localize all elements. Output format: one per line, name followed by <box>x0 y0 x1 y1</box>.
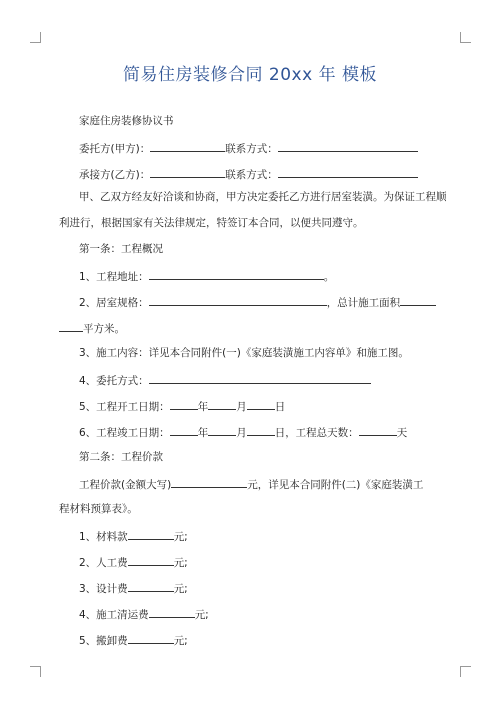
month-label: 月 <box>236 401 247 413</box>
item-2-label: 2、居室规格： <box>79 297 149 309</box>
year-label: 年 <box>197 401 209 413</box>
day-unit: 天 <box>396 427 408 439</box>
price-label: 工程价款(金额大写) <box>79 479 172 491</box>
party-a-blank[interactable] <box>150 140 225 152</box>
end-year-blank[interactable] <box>170 424 198 436</box>
spec-blank[interactable] <box>149 294 327 306</box>
cost-unit: 元; <box>173 635 188 647</box>
total-days-label: ，工程总天数： <box>285 427 359 439</box>
cost-item <box>79 554 439 570</box>
party-b-contact-blank[interactable] <box>278 166 418 178</box>
area-blank-1[interactable] <box>400 294 436 306</box>
commission-blank[interactable] <box>149 372 371 384</box>
price-line-2: 程材料预算表》。 <box>59 503 138 515</box>
cost-blank[interactable] <box>128 580 174 592</box>
item-5-line <box>79 398 439 414</box>
address-blank[interactable] <box>149 268 324 280</box>
start-day-blank[interactable] <box>247 398 275 410</box>
item-2-line <box>79 294 439 310</box>
item-2-mid: ，总计施工面积 <box>326 297 401 309</box>
price-line <box>79 476 439 492</box>
crop-mark-bottom-right <box>460 666 471 677</box>
crop-mark-top-right <box>460 32 471 43</box>
end-day-blank[interactable] <box>247 424 275 436</box>
month-label: 月 <box>236 427 247 439</box>
day-label: 日 <box>274 401 286 413</box>
cost-item-label: 1、材料款 <box>79 531 128 543</box>
area-blank-2[interactable] <box>59 320 83 332</box>
item-5-label: 5、工程开工日期： <box>79 401 170 413</box>
cost-blank[interactable] <box>149 606 195 618</box>
crop-mark-bottom-left <box>30 666 41 677</box>
crop-mark-top-left <box>30 32 41 43</box>
total-days-blank[interactable] <box>359 424 397 436</box>
party-a-line <box>79 140 439 156</box>
item-2-end: 平方米。 <box>83 323 125 335</box>
item-2-line-2 <box>59 320 419 336</box>
cost-item <box>79 528 439 544</box>
party-b-blank[interactable] <box>150 166 225 178</box>
year-label: 年 <box>197 427 209 439</box>
document-title: 简易住房装修合同 20xx 年 模板 <box>123 65 377 85</box>
day-label: 日 <box>274 427 286 439</box>
price-rest: 元，详见本合同附件(二)《家庭装潢工 <box>247 479 424 491</box>
party-b-label: 承接方(乙方)： <box>79 169 151 181</box>
intro-line-2: 利进行，根据国家有关法律规定，特签订本合同，以便共同遵守。 <box>59 217 364 229</box>
cost-blank[interactable] <box>128 528 174 540</box>
party-a-contact-label: 联系方式： <box>225 143 278 155</box>
item-1-line <box>79 268 439 284</box>
party-b-line <box>79 166 439 182</box>
cost-unit: 元; <box>194 609 209 621</box>
cost-item-label: 5、搬卸费 <box>79 635 128 647</box>
item-1-end: 。 <box>323 271 335 283</box>
intro-line-1: 甲、乙双方经友好洽谈和协商，甲方决定委托乙方进行居室装潢。为保证工程顺 <box>79 191 447 203</box>
start-month-blank[interactable] <box>208 398 236 410</box>
cost-item <box>79 606 439 622</box>
subtitle: 家庭住房装修协议书 <box>79 115 174 127</box>
cost-blank[interactable] <box>128 554 174 566</box>
cost-item-label: 2、人工费 <box>79 557 128 569</box>
price-blank[interactable] <box>171 476 247 488</box>
item-4-line <box>79 372 439 388</box>
cost-unit: 元; <box>173 557 188 569</box>
item-6-label: 6、工程竣工日期： <box>79 427 170 439</box>
cost-blank[interactable] <box>128 632 174 644</box>
party-a-label: 委托方(甲方)： <box>79 143 151 155</box>
party-b-contact-label: 联系方式： <box>225 169 278 181</box>
item-1-label: 1、工程地址： <box>79 271 149 283</box>
start-year-blank[interactable] <box>170 398 198 410</box>
end-month-blank[interactable] <box>208 424 236 436</box>
article-1-heading: 第一条：工程概况 <box>79 243 163 255</box>
party-a-contact-blank[interactable] <box>278 140 418 152</box>
cost-unit: 元; <box>173 531 188 543</box>
cost-item <box>79 632 439 648</box>
article-2-heading: 第二条：工程价款 <box>79 451 163 463</box>
cost-item <box>79 580 439 596</box>
cost-item-label: 3、设计费 <box>79 583 128 595</box>
item-4-label: 4、委托方式： <box>79 375 149 387</box>
item-6-line <box>79 424 439 440</box>
item-3: 3、施工内容：详见本合同附件(一)《家庭装潢施工内容单》和施工图。 <box>79 347 409 359</box>
cost-unit: 元; <box>173 583 188 595</box>
cost-item-label: 4、施工清运费 <box>79 609 149 621</box>
